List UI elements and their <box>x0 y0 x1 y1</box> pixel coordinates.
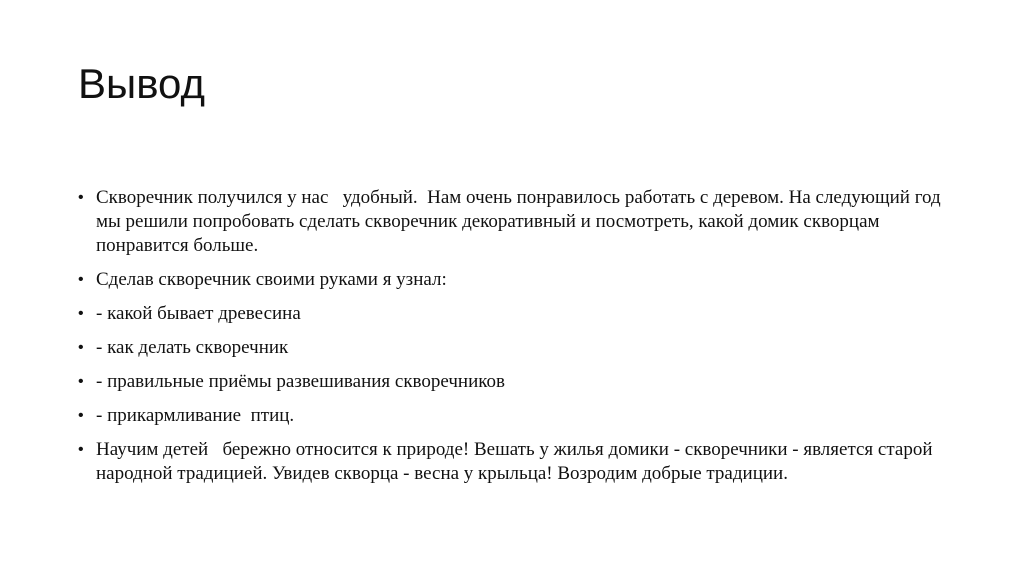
bullet-icon: • <box>78 373 84 390</box>
bullet-text: Скворечник получился у нас удобный. Нам очень понравилось работать с деревом. На следующий год мы решили попробовать сделать скворечник декоративный и посмотреть, какой домик скворцам понравится больше. <box>96 187 946 256</box>
bullet-icon: • <box>78 339 84 356</box>
bullet-text: Научим детей бережно относится к природе! Вешать у жилья домики - скворечники - является старой народной традицией. Увидев скворца - весна у крыльца! Возродим добрые традиции. <box>96 439 938 484</box>
bullet-item <box>78 438 958 486</box>
bullet-item <box>78 404 958 428</box>
bullet-icon: • <box>78 189 84 206</box>
bullet-item <box>78 268 958 292</box>
bullet-icon: • <box>78 305 84 322</box>
bullet-icon: • <box>78 271 84 288</box>
bullet-text: - прикармливание птиц. <box>96 405 295 426</box>
bullet-text: - как делать скворечник <box>96 337 289 358</box>
bullet-icon: • <box>78 441 84 458</box>
bullet-item <box>78 302 958 326</box>
bullet-text: - правильные приёмы развешивания скворечников <box>96 371 505 392</box>
bullet-icon: • <box>78 407 84 424</box>
bullet-item <box>78 336 958 360</box>
bullet-text: Сделав скворечник своими руками я узнал: <box>96 269 447 290</box>
bullet-item <box>78 370 958 394</box>
bullet-list <box>78 186 958 496</box>
bullet-text: - какой бывает древесина <box>96 303 301 324</box>
bullet-item <box>78 186 958 258</box>
slide-title: Вывод <box>78 60 205 107</box>
